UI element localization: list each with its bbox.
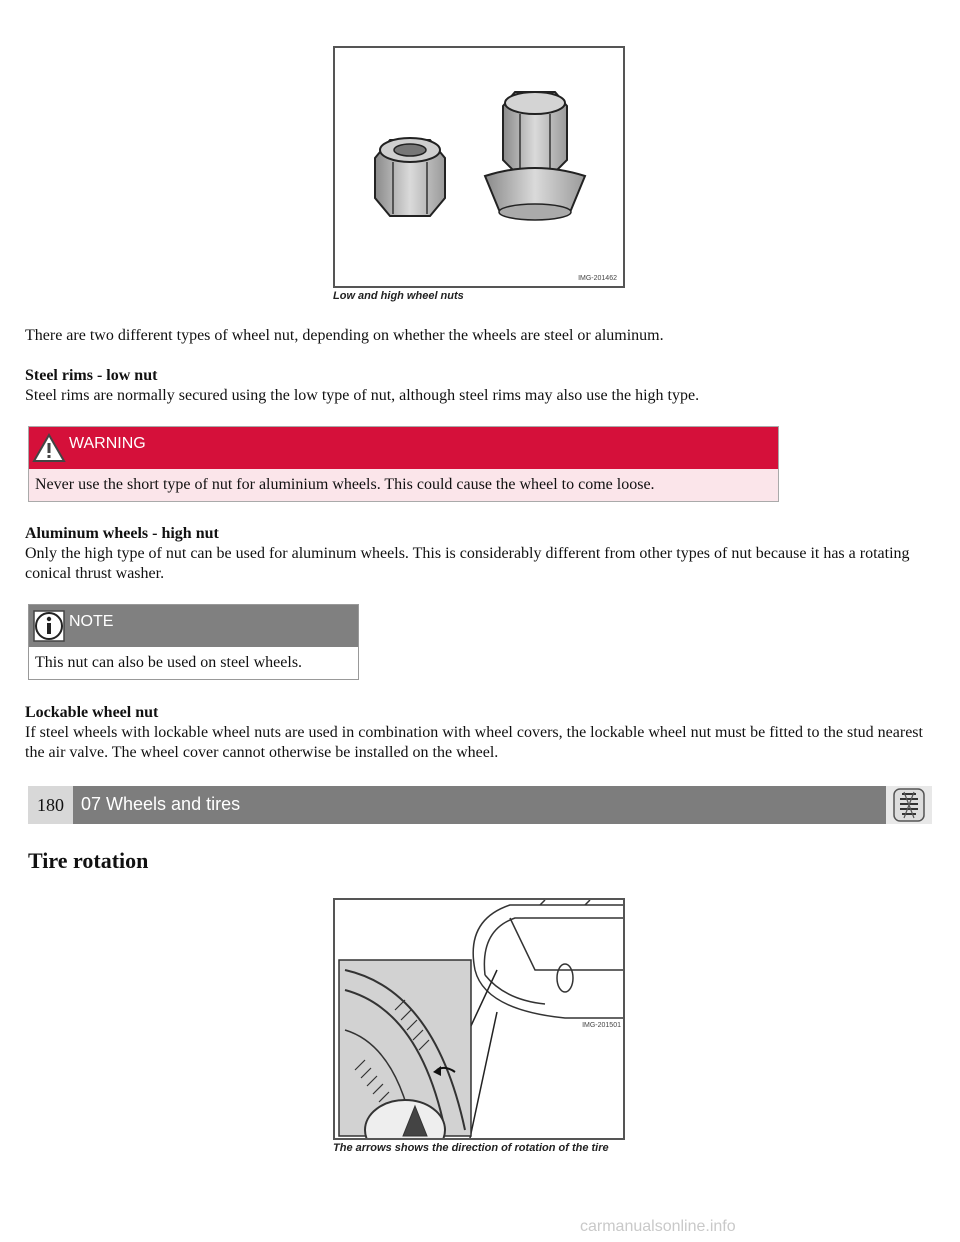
figure-caption: The arrows shows the direction of rotation of the tire <box>333 1142 609 1154</box>
page-number: 180 <box>28 786 73 824</box>
image-id: IMG-201501 <box>582 1022 621 1029</box>
high-nut-drawing <box>485 92 585 220</box>
steel-rims-section <box>25 366 699 406</box>
warning-header <box>29 427 778 469</box>
tire-icon <box>886 786 932 824</box>
aluminum-section <box>25 524 925 584</box>
section-header-bar <box>28 786 932 824</box>
warning-callout <box>28 426 779 502</box>
intro-text: There are two different types of wheel nut, depending on whether the wheels are steel or aluminum. <box>25 327 664 344</box>
aluminum-text: Only the high type of nut can be used for aluminum wheels. This is considerably different from other types of nut because it has a rotating conical thrust washer. <box>25 545 910 582</box>
lockable-section <box>25 703 925 763</box>
info-icon <box>33 610 65 642</box>
image-id: IMG-201462 <box>578 275 617 282</box>
steel-rims-heading: Steel rims - low nut <box>25 367 158 384</box>
lockable-text: If steel wheels with lockable wheel nuts are used in combination with wheel covers, the lockable wheel nut must be fitted to the stud nearest the air valve. The wheel cover cannot otherwise be installed on the wheel. <box>25 724 923 761</box>
watermark: carmanualsonline.info <box>580 1218 736 1235</box>
steel-rims-text: Steel rims are normally secured using the low type of nut, although steel rims may also use the high type. <box>25 387 700 404</box>
figure-wheel-nuts <box>333 46 625 288</box>
page-title: Tire rotation <box>28 848 149 873</box>
note-text: This nut can also be used on steel wheels. <box>35 654 303 671</box>
car-outline-drawing <box>473 900 623 1018</box>
aluminum-heading: Aluminum wheels - high nut <box>25 525 219 542</box>
lockable-heading: Lockable wheel nut <box>25 704 159 721</box>
wheel-nuts-illustration <box>335 48 623 286</box>
note-label: NOTE <box>69 613 114 630</box>
note-callout <box>28 604 359 680</box>
section-title: 07 Wheels and tires <box>81 794 241 814</box>
warning-label: WARNING <box>69 435 146 452</box>
low-nut-drawing <box>375 138 445 216</box>
warning-text: Never use the short type of nut for aluminium wheels. This could cause the wheel to come loose. <box>29 469 778 501</box>
figure-caption: Low and high wheel nuts <box>333 290 464 302</box>
note-header <box>29 605 358 647</box>
tire-rotation-illustration <box>335 900 623 1138</box>
warning-icon <box>32 433 66 463</box>
figure-tire-rotation <box>333 898 625 1140</box>
